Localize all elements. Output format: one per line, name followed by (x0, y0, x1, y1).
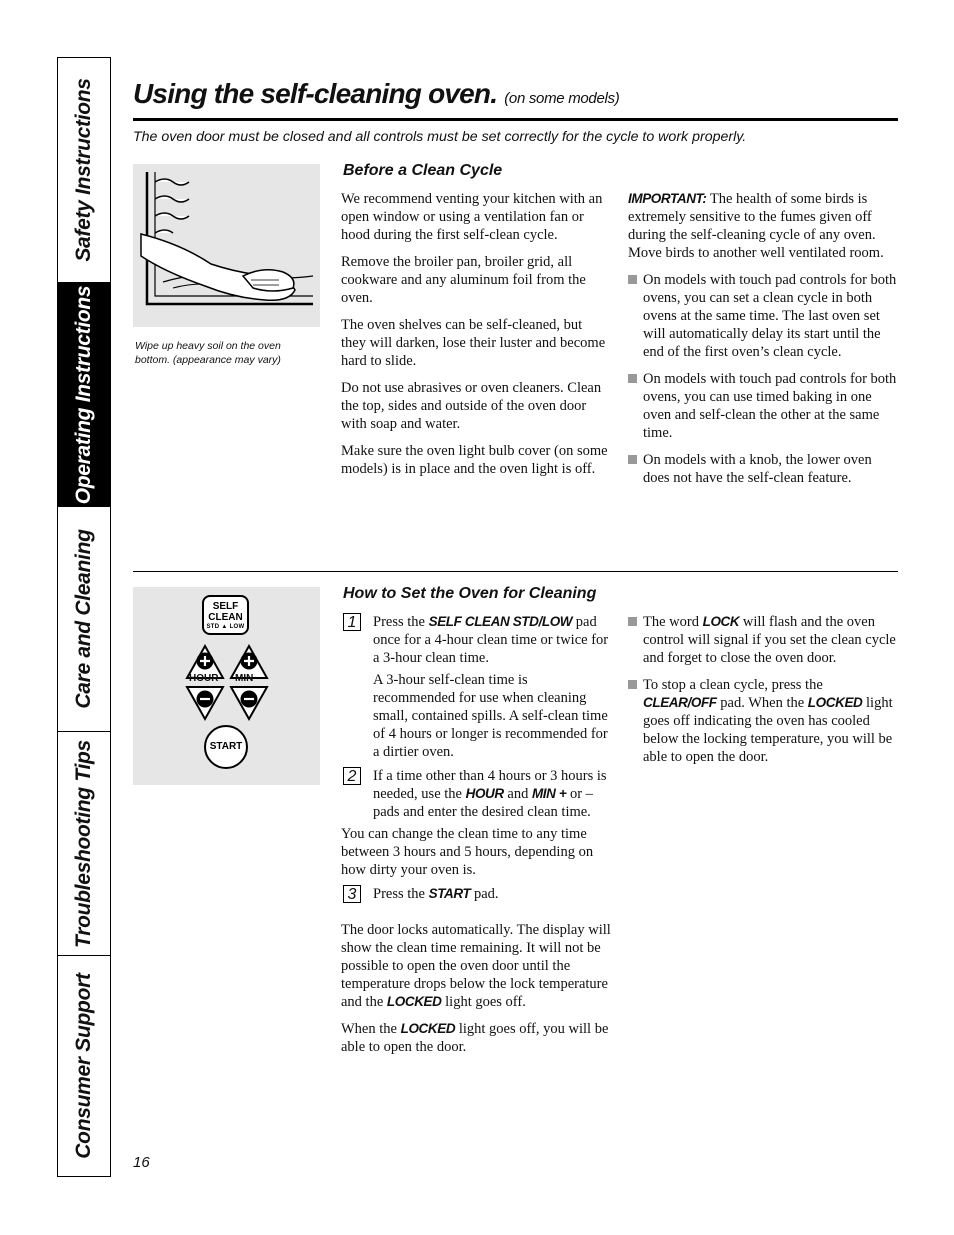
bullet-square (628, 617, 637, 626)
paragraph: You can change the clean time to any time between 3 hours and 5 hours, depending on how dirty your oven is. (341, 826, 594, 878)
paragraph: The oven shelves can be self-cleaned, but they will darken, lose their luster and become hard to slide. (341, 317, 606, 369)
howto-right-column (628, 613, 898, 775)
min-label: MIN (235, 673, 254, 684)
paragraph: Make sure the oven light bulb cover (on some models) is in place and the oven light is off. (341, 443, 608, 477)
bullet-square (628, 680, 637, 689)
hour-min-minus-buttons (185, 685, 269, 723)
section-heading-before: Before a Clean Cycle (343, 162, 503, 179)
step-1: 1 Press the SELF CLEAN STD/LOW pad once for a 4-hour clean time or twice for a 3-hour clean time. A 3-hour self-clean time is recommended for use when cleaning small, contained spills. A self-clean time of 4 hours or longer is recommended for a dirtier oven. (341, 613, 611, 761)
side-tabs (57, 57, 111, 1177)
howto-left-column (341, 613, 611, 1065)
step-1-note: A 3-hour self-clean time is recommended for use when cleaning small, contained spills. A self-clean time of 4 hours or longer is recommended for a dirtier oven. (373, 672, 608, 760)
list-item: On models with touch pad controls for both ovens, you can use timed baking in one oven and self-clean the other at the same time. (628, 370, 898, 442)
tab-safety-instructions[interactable]: Safety Instructions (58, 58, 110, 283)
list-item: On models with touch pad controls for both ovens, you can set a clean cycle in both ovens at the same time. The last oven set will automatically delay its start until the end of the first oven’s clean cycle. (628, 271, 898, 361)
title-rule (133, 118, 898, 121)
before-left-column (341, 190, 609, 487)
paragraph: When the LOCKED light goes off, you will be able to open the door. (341, 1021, 609, 1055)
section-heading-howto: How to Set the Oven for Cleaning (343, 585, 597, 602)
step-number: 3 (343, 885, 361, 903)
paragraph: Do not use abrasives or oven cleaners. Clean the top, sides and outside of the oven door with soap and water. (341, 380, 602, 432)
section-divider (133, 571, 898, 572)
tab-operating-instructions[interactable]: Operating Instructions (58, 283, 110, 507)
important-note: IMPORTANT: The health of some birds is extremely sensitive to the fumes given off during the self-cleaning cycle of any oven. Move birds to another well ventilated room. (628, 191, 884, 261)
step-number: 1 (343, 613, 361, 631)
hour-label: HOUR (189, 673, 219, 684)
page-title: Using the self-cleaning oven. (on some models) (133, 78, 620, 109)
list-item: On models with a knob, the lower oven does not have the self-clean feature. (628, 451, 898, 487)
tab-consumer-support[interactable]: Consumer Support (72, 973, 95, 1159)
self-clean-pad: SELF CLEAN STD ▲ LOW (202, 595, 249, 635)
intro-text: The oven door must be closed and all controls must be set correctly for the cycle to work properly. (133, 129, 747, 145)
page-title-sub: (on some models) (504, 90, 620, 107)
before-right-column (628, 190, 898, 496)
oven-wiping-illustration (133, 164, 320, 327)
paragraph: We recommend venting your kitchen with an open window or using a ventilation fan or hood during the first self-clean cycle. (341, 191, 603, 243)
bullet-square (628, 374, 637, 383)
keypad-illustration (133, 587, 320, 785)
page-number: 16 (133, 1154, 150, 1171)
paragraph: Remove the broiler pan, broiler grid, all cookware and any aluminum foil from the oven. (341, 254, 586, 306)
bullet-square (628, 455, 637, 464)
list-item: To stop a clean cycle, press the CLEAR/OFF pad. When the LOCKED light goes off indicating the oven has cooled below the locking temperature, you will be able to open the door. (628, 676, 898, 766)
start-pad: START (204, 725, 248, 769)
tab-care-and-cleaning[interactable]: Care and Cleaning (58, 507, 110, 732)
figure-caption: Wipe up heavy soil on the oven bottom. (appearance may vary) (135, 340, 281, 366)
important-label: IMPORTANT: (628, 191, 707, 206)
bullet-square (628, 275, 637, 284)
step-3: 3 Press the START pad. (341, 885, 611, 903)
paragraph: The door locks automatically. The display will show the clean time remaining. It will not be possible to open the oven door until the temperature drops below the lock temperature and the LOCKED light goes off. (341, 922, 611, 1010)
list-item: The word LOCK will flash and the oven control will signal if you set the clean cycle and forget to close the oven door. (628, 613, 898, 667)
step-2: 2 If a time other than 4 hours or 3 hours is needed, use the HOUR and MIN + or – pads and enter the desired clean time. (341, 767, 611, 821)
tab-troubleshooting-tips[interactable]: Troubleshooting Tips (58, 732, 110, 956)
step-number: 2 (343, 767, 361, 785)
